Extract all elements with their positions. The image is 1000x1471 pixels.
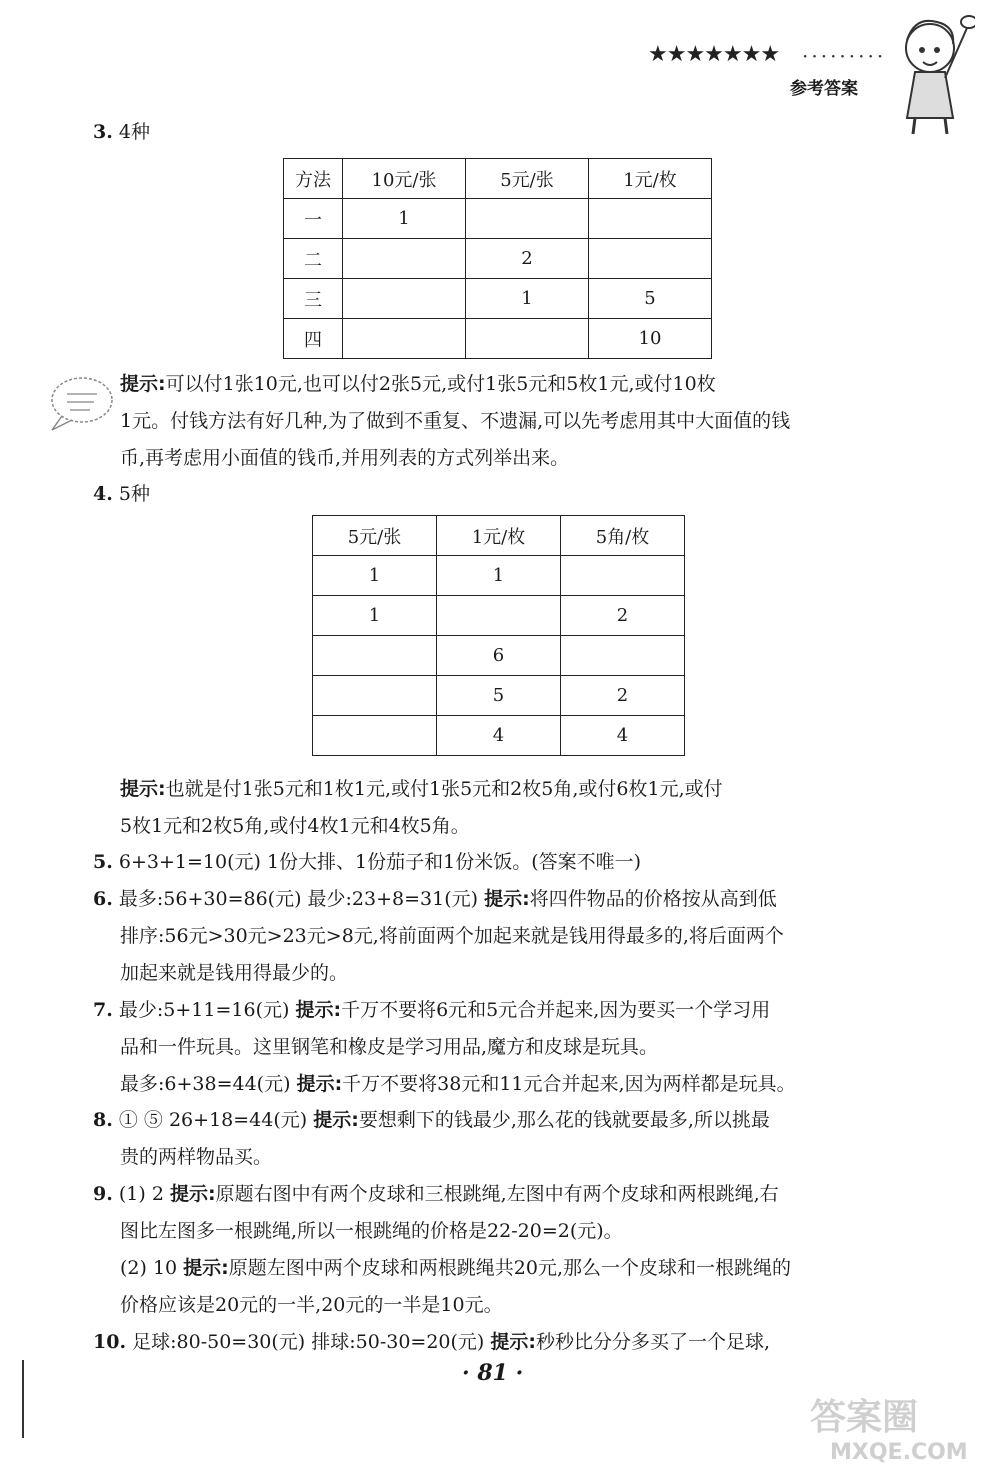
- table-row: [284, 319, 712, 359]
- table-cell: 6: [437, 636, 561, 676]
- table-header-cell: 5元/张: [313, 516, 437, 556]
- table-row: [313, 636, 685, 676]
- table-cell: [343, 279, 466, 319]
- hint-label: 提示:: [484, 888, 530, 910]
- table-cell: 2: [561, 676, 685, 716]
- hint-bubble-icon: [42, 370, 117, 435]
- q4-answer: [93, 480, 150, 508]
- q4-answer-text: 5种: [118, 483, 150, 505]
- q4-number: 4.: [93, 483, 113, 505]
- q6-number: 6.: [93, 888, 113, 910]
- q4-hint-line: 5枚1元和2枚5角,或付4枚1元和4枚5角。: [120, 815, 470, 837]
- table-cell: [466, 199, 589, 239]
- table-cell: 1: [313, 556, 437, 596]
- q9-text: (2) 10: [120, 1257, 184, 1279]
- table-cell: 四: [284, 319, 343, 359]
- q4-hint-line: [120, 775, 723, 803]
- q6-line: 加起来就是钱用得最少的。: [120, 962, 349, 984]
- hint-text: 千万不要将38元和11元合并起来,因为两样都是玩具。: [342, 1073, 796, 1095]
- hint-label: 提示:: [183, 1257, 229, 1279]
- q8-answer: [93, 1106, 770, 1134]
- table-cell: 2: [561, 596, 685, 636]
- hint-text: 原题右图中有两个皮球和三根跳绳,左图中有两个皮球和两根跳绳,右: [215, 1183, 779, 1205]
- table-cell: [313, 676, 437, 716]
- q10-answer: [93, 1328, 770, 1356]
- q10-text: 足球:80-50=30(元) 排球:50-30=20(元): [132, 1331, 491, 1353]
- table-cell: 1: [343, 199, 466, 239]
- table-row: [313, 596, 685, 636]
- q5-number: 5.: [93, 851, 113, 873]
- table-cell: [437, 596, 561, 636]
- watermark-logo: [800, 1385, 990, 1465]
- table-cell: 1: [313, 596, 437, 636]
- q9-answer: [93, 1180, 779, 1208]
- hint-text: 可以付1张10元,也可以付2张5元,或付1张5元和5枚1元,或付10枚: [165, 373, 716, 395]
- q3-hint-line: [120, 370, 716, 398]
- q3-answer-text: 4种: [118, 121, 150, 143]
- hint-text: 千万不要将6元和5元合并起来,因为要买一个学习用: [341, 999, 771, 1021]
- table-cell: [313, 636, 437, 676]
- q10-number: 10.: [93, 1331, 127, 1353]
- q9-line: [120, 1254, 791, 1282]
- header-title: 参考答案: [790, 79, 858, 99]
- q9-line: 图比左图多一根跳绳,所以一根跳绳的价格是22-20=2(元)。: [120, 1220, 623, 1242]
- header-stars: ★★★★★★★: [648, 42, 780, 67]
- table-cell: 二: [284, 239, 343, 279]
- q5-text: 6+3+1=10(元) 1份大排、1份茄子和1份米饭。(答案不唯一): [118, 851, 642, 873]
- table-cell: 2: [466, 239, 589, 279]
- table-header-row: [284, 159, 712, 199]
- hint-label: 提示:: [120, 373, 166, 395]
- table-cell: 三: [284, 279, 343, 319]
- q6-answer: [93, 885, 777, 913]
- mascot-icon: [885, 8, 975, 138]
- q7-line: 品和一件玩具。这里钢笔和橡皮是学习用品,魔方和皮球是玩具。: [120, 1036, 659, 1058]
- table-cell: 一: [284, 199, 343, 239]
- table-row: [313, 556, 685, 596]
- table-header-cell: 5元/张: [466, 159, 589, 199]
- table-header-cell: 方法: [284, 159, 343, 199]
- q6-text: 最多:56+30=86(元) 最少:23+8=31(元): [118, 888, 485, 910]
- hint-label: 提示:: [295, 999, 342, 1021]
- page-number: · 81 ·: [462, 1360, 524, 1386]
- table-cell: 4: [437, 716, 561, 756]
- table-header-cell: 1元/枚: [589, 159, 712, 199]
- q7-number: 7.: [93, 999, 113, 1021]
- table-cell: [561, 556, 685, 596]
- q8-number: 8.: [93, 1109, 113, 1131]
- watermark-text: 答案圈: [810, 1397, 919, 1438]
- q3-table: [283, 158, 712, 359]
- hint-label: 提示:: [120, 778, 166, 800]
- q8-text: ① ⑤ 26+18=44(元): [118, 1109, 314, 1131]
- table-row: [284, 199, 712, 239]
- table-cell: [589, 199, 712, 239]
- table-cell: 1: [437, 556, 561, 596]
- table-cell: 5: [437, 676, 561, 716]
- hint-label: 提示:: [296, 1073, 343, 1095]
- table-cell: [466, 319, 589, 359]
- q7-text: 最少:5+11=16(元): [118, 999, 296, 1021]
- q6-line: 排序:56元>30元>23元>8元,将前面两个加起来就是钱用得最多的,将后面两个: [120, 925, 784, 947]
- table-header-cell: 10元/张: [343, 159, 466, 199]
- q3-hint-line: 币,再考虑用小面值的钱币,并用列表的方式列举出来。: [120, 447, 570, 469]
- margin-line: [22, 1360, 24, 1438]
- q3-number: 3.: [93, 121, 113, 143]
- q7-answer: [93, 996, 770, 1024]
- hint-label: 提示:: [490, 1331, 536, 1353]
- hint-text: 将四件物品的价格按从高到低: [529, 888, 777, 910]
- q3-answer: [93, 118, 150, 146]
- table-row: [284, 239, 712, 279]
- q3-hint-line: 1元。付钱方法有好几种,为了做到不重复、不遗漏,可以先考虑用其中大面值的钱: [120, 410, 791, 432]
- q9-number: 9.: [93, 1183, 113, 1205]
- table-header-cell: 1元/枚: [437, 516, 561, 556]
- table-row: [313, 716, 685, 756]
- table-cell: 10: [589, 319, 712, 359]
- q9-line: 价格应该是20元的一半,20元的一半是10元。: [120, 1294, 503, 1316]
- q7-line: [120, 1070, 796, 1098]
- q9-text: (1) 2: [118, 1183, 170, 1205]
- table-cell: [343, 319, 466, 359]
- q8-line: 贵的两样物品买。: [120, 1146, 273, 1168]
- table-cell: [343, 239, 466, 279]
- hint-text: 原题左图中两个皮球和两根跳绳共20元,那么一个皮球和一根跳绳的: [228, 1257, 791, 1279]
- table-header-cell: 5角/枚: [561, 516, 685, 556]
- table-row: [313, 676, 685, 716]
- q4-table: [312, 515, 685, 756]
- hint-text: 也就是付1张5元和1枚1元,或付1张5元和2枚5角,或付6枚1元,或付: [165, 778, 723, 800]
- hint-text: 秒秒比分分多买了一个足球,: [536, 1331, 771, 1353]
- hint-text: 要想剩下的钱最少,那么花的钱就要最多,所以挑最: [358, 1109, 770, 1131]
- table-cell: [561, 636, 685, 676]
- table-cell: 5: [589, 279, 712, 319]
- table-cell: 1: [466, 279, 589, 319]
- table-header-row: [313, 516, 685, 556]
- table-row: [284, 279, 712, 319]
- table-cell: [589, 239, 712, 279]
- watermark-url: MXQE.COM: [830, 1440, 968, 1465]
- header-dots: ·········: [802, 44, 887, 68]
- hint-label: 提示:: [313, 1109, 359, 1131]
- q5-answer: [93, 848, 641, 876]
- hint-label: 提示:: [169, 1183, 216, 1205]
- q7-text: 最多:6+38=44(元): [120, 1073, 297, 1095]
- table-cell: 4: [561, 716, 685, 756]
- table-cell: [313, 716, 437, 756]
